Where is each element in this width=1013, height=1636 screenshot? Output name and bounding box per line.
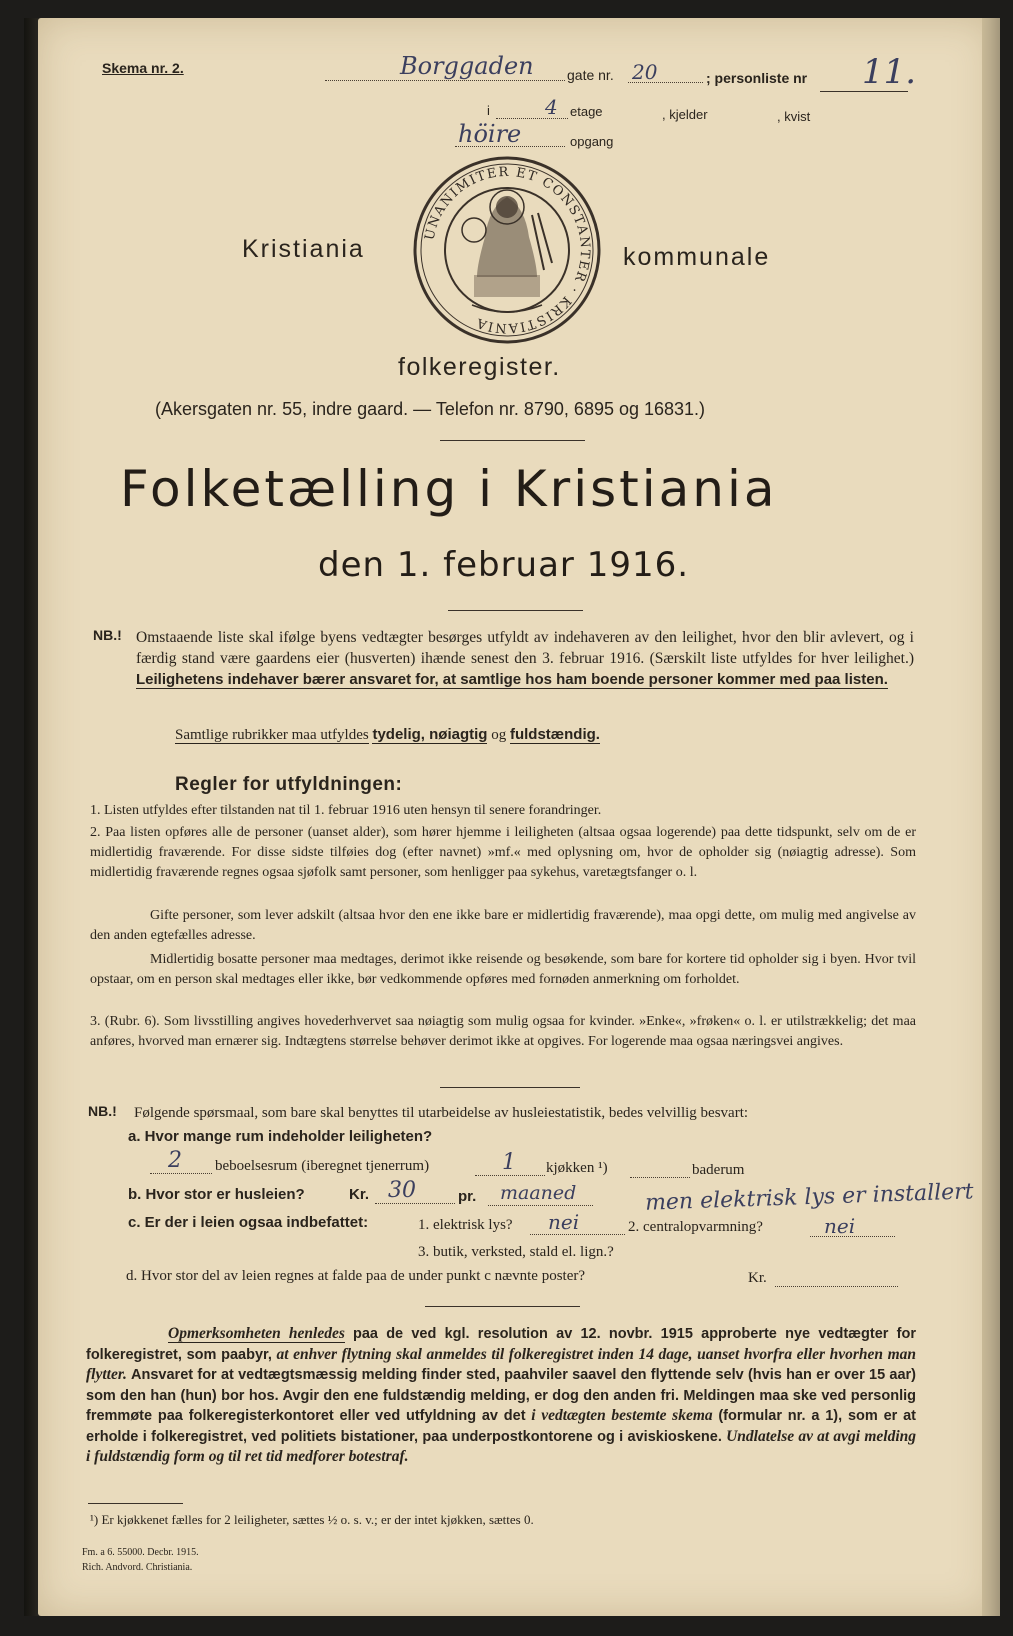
rooms-line: [150, 1173, 212, 1174]
form-number: Skema nr. 2.: [102, 60, 184, 76]
personliste-handwritten: 11.: [862, 52, 917, 92]
office-address: (Akersgaten nr. 55, indre gaard. — Telefon nr. 8790, 6895 og 16831.): [155, 399, 706, 419]
notice-lead: Opmerksomheten henledes: [168, 1325, 345, 1342]
opgang-handwritten: höire: [458, 120, 522, 148]
gate-label: gate nr.: [567, 67, 614, 83]
personliste-label: ; personliste nr: [706, 70, 808, 86]
question-d: d. Hvor stor del av leien regnes at falde paa de under punkt c nævnte poster?: [126, 1268, 586, 1284]
gate-number-handwritten: 20: [632, 60, 658, 84]
divider-rule-3: [440, 1087, 580, 1088]
notice-text-3: (formular nr. a 1), som er at erholde i folkeregistret, ved politiets bistationer, paa underpostkontorene og i aviskioskene.: [86, 1408, 916, 1445]
notice-paragraph: [86, 1324, 916, 1468]
street-line: [325, 80, 565, 81]
divider-rule-4: [425, 1306, 580, 1307]
question-b: b. Hvor stor er husleien?: [128, 1186, 305, 1203]
rent-per-label: pr.: [458, 1188, 477, 1205]
etage-prefix: i: [487, 103, 490, 118]
kitchen-line: [475, 1175, 545, 1176]
kvist-label: , kvist: [777, 109, 811, 124]
etage-label: etage: [570, 104, 603, 119]
nb2-intro: Følgende spørsmaal, som bare skal benyttes til utarbeidelse av husleiestatistik, bedes velvillig besvart:: [134, 1105, 749, 1121]
rules-heading: Regler for utfyldningen:: [175, 774, 403, 795]
rent-line: [375, 1203, 455, 1204]
nb1-line2-c: og: [491, 727, 507, 743]
nb1-line2-b: tydelig, nøiagtig: [372, 726, 488, 743]
electric-note-handwritten: men elektrisk lys er installert: [644, 1179, 974, 1216]
nb1-line2: [175, 726, 600, 744]
city-seal-icon: [412, 155, 602, 345]
street-handwritten: Borggaden: [400, 52, 534, 80]
rent-kr-label: Kr.: [349, 1186, 370, 1203]
rent-period-handwritten: maaned: [500, 1182, 577, 1204]
printer-line-2: Rich. Andvord. Christiania.: [82, 1562, 193, 1573]
nb1-text: [136, 627, 914, 690]
rule-3: 3. (Rubr. 6). Som livsstilling angives hovederhvervet saa nøiagtig som mulig ogsaa for kvinder. »Enke«, »frøken« o. l. er utilstrækkelig; det maa anføres, hvorved man ernærer sig. Indtægtens størrelse behøver derimot ikke at opgives. For logerende maa ogsaa næringsvei angives.: [90, 1014, 916, 1049]
nb2-label: NB.!: [88, 1103, 117, 1119]
share-line: [775, 1286, 898, 1287]
question-a: a. Hvor mange rum indeholder leiligheten?: [128, 1128, 433, 1145]
electric-light-label: 1. elektrisk lys?: [418, 1217, 513, 1233]
kitchen-label: kjøkken ¹): [546, 1160, 608, 1176]
kitchen-handwritten: 1: [502, 1150, 516, 1175]
rule-1: 1. Listen utfyldes efter tilstanden nat til 1. februar 1916 uten hensyn til senere forandringer.: [90, 803, 602, 818]
bath-label: baderum: [692, 1162, 745, 1178]
etage-handwritten: 4: [545, 95, 558, 119]
registry-title: folkeregister.: [398, 353, 561, 381]
central-heating-handwritten: nei: [824, 1214, 856, 1238]
rule-2-married: Gifte personer, som lever adskilt (altsaa hvor den ene ikke bare er midlertidig fraværende), maa opgi dette, om mulig med angivelse av den anden egtefælles adresse.: [90, 908, 916, 943]
bath-line: [630, 1177, 690, 1178]
rent-amount-handwritten: 30: [388, 1178, 416, 1203]
right-page-edge: [982, 18, 1000, 1616]
nb1-line2-d: fuldstændig.: [509, 726, 600, 743]
rule-2-temporary: Midlertidig bosatte personer maa medtages, derimot ikke reisende og besøkende, som bare for kortere tid opholder sig i byen. Hvor tvil opstaar, om en person skal medtages eller ikke, bør vedkommende opføres med fornøden anmerkning om forholdet.: [90, 952, 916, 987]
seal-text: UNANIMITER ET CONSTANTER · KRISTIANIA: [422, 164, 593, 336]
footnote-rule: [88, 1503, 183, 1504]
rooms-handwritten: 2: [168, 1148, 182, 1173]
printer-line-1: Fm. a 6. 55000. Decbr. 1915.: [82, 1547, 199, 1558]
notice-text-2: Ansvaret for at vedtægtsmæssig melding finder sted, paahviler saavel den flyttende selv (hvis han er over 15 aar) som den han (hun) bor hos. Avgir den ene fuldstændig melding, er dog den anden fri. Meldingen maa ske ved personlig fremmøte paa folkeregisterkontoret eller ved utfyldning av det: [86, 1367, 917, 1424]
notice-italic-1: at enhver flytning skal anmeldes til folkeregistret inden 14 dage, uanset hvorfra eller hvorhen man flytter.: [86, 1345, 916, 1383]
notice-italic-3: Undlatelse av at avgi melding i fuldstændig form og til ret tid medforer botestraf.: [86, 1427, 916, 1465]
rule-2: 2. Paa listen opføres alle de personer (uanset alder), som hører hjemme i leiligheten (altsaa ogsaa logerende) paa dette tidspunkt, selv om de er midlertidig fraværende. For disse sidste tilføies dog (efter navnet) »mf.« med oplysning om, hvor de opholder sig (nøiagtig adresse). Som midlertidig fraværende regnes ogsaa sjøfolk samt personer, som henligger paa sykehus, varetægtsfanger o. l.: [90, 825, 916, 880]
question-c: c. Er der i leien ogsaa indbefattet:: [128, 1214, 369, 1231]
nb1-text-main: Omstaaende liste skal ifølge byens vedtægter besørges utfyldt av indehaveren av den leilighet, hvor den blir avlevert, og i færdig stand være gaardens eier (husverten) ihænde senest den 3. februar 1916. (Særskilt liste utfyldes for hver leilighet.): [136, 629, 914, 667]
office-right-text: kommunale: [623, 243, 771, 271]
shop-label: 3. butik, verksted, stald el. lign.?: [418, 1244, 614, 1260]
nb1-text-bold: Leilighetens indehaver bærer ansvaret for, at samtlige hos ham boende personer kommer med paa listen.: [136, 671, 888, 688]
kjelder-label: , kjelder: [662, 107, 708, 122]
office-left-text: Kristiania: [242, 235, 365, 263]
divider-rule-2: [448, 610, 583, 611]
share-kr-label: Kr.: [748, 1270, 767, 1286]
rooms-label: beboelsesrum (iberegnet tjenerrum): [215, 1158, 430, 1174]
electric-light-line: [530, 1234, 625, 1235]
census-title: Folketælling i Kristiania: [120, 460, 778, 518]
electric-light-handwritten: nei: [548, 1210, 580, 1234]
nb1-line2-a: Samtlige rubrikker maa utfyldes: [175, 727, 369, 743]
notice-text: paa de ved kgl. resolution av 12. novbr. 1915 approberte nye vedtægter for folkeregistret, som paabyr,: [86, 1326, 917, 1363]
census-date: den 1. februar 1916.: [318, 545, 690, 585]
opgang-label: opgang: [570, 134, 614, 149]
footnote: ¹) Er kjøkkenet fælles for 2 leiligheter, sættes ½ o. s. v.; er der intet kjøkken, sættes 0.: [90, 1512, 534, 1527]
central-heating-label: 2. centralopvarmning?: [628, 1219, 763, 1235]
divider-rule: [440, 440, 585, 441]
rent-period-line: [488, 1205, 593, 1206]
nb1-label: NB.!: [93, 627, 122, 643]
notice-italic-2: i vedtægten bestemte skema: [531, 1407, 713, 1424]
